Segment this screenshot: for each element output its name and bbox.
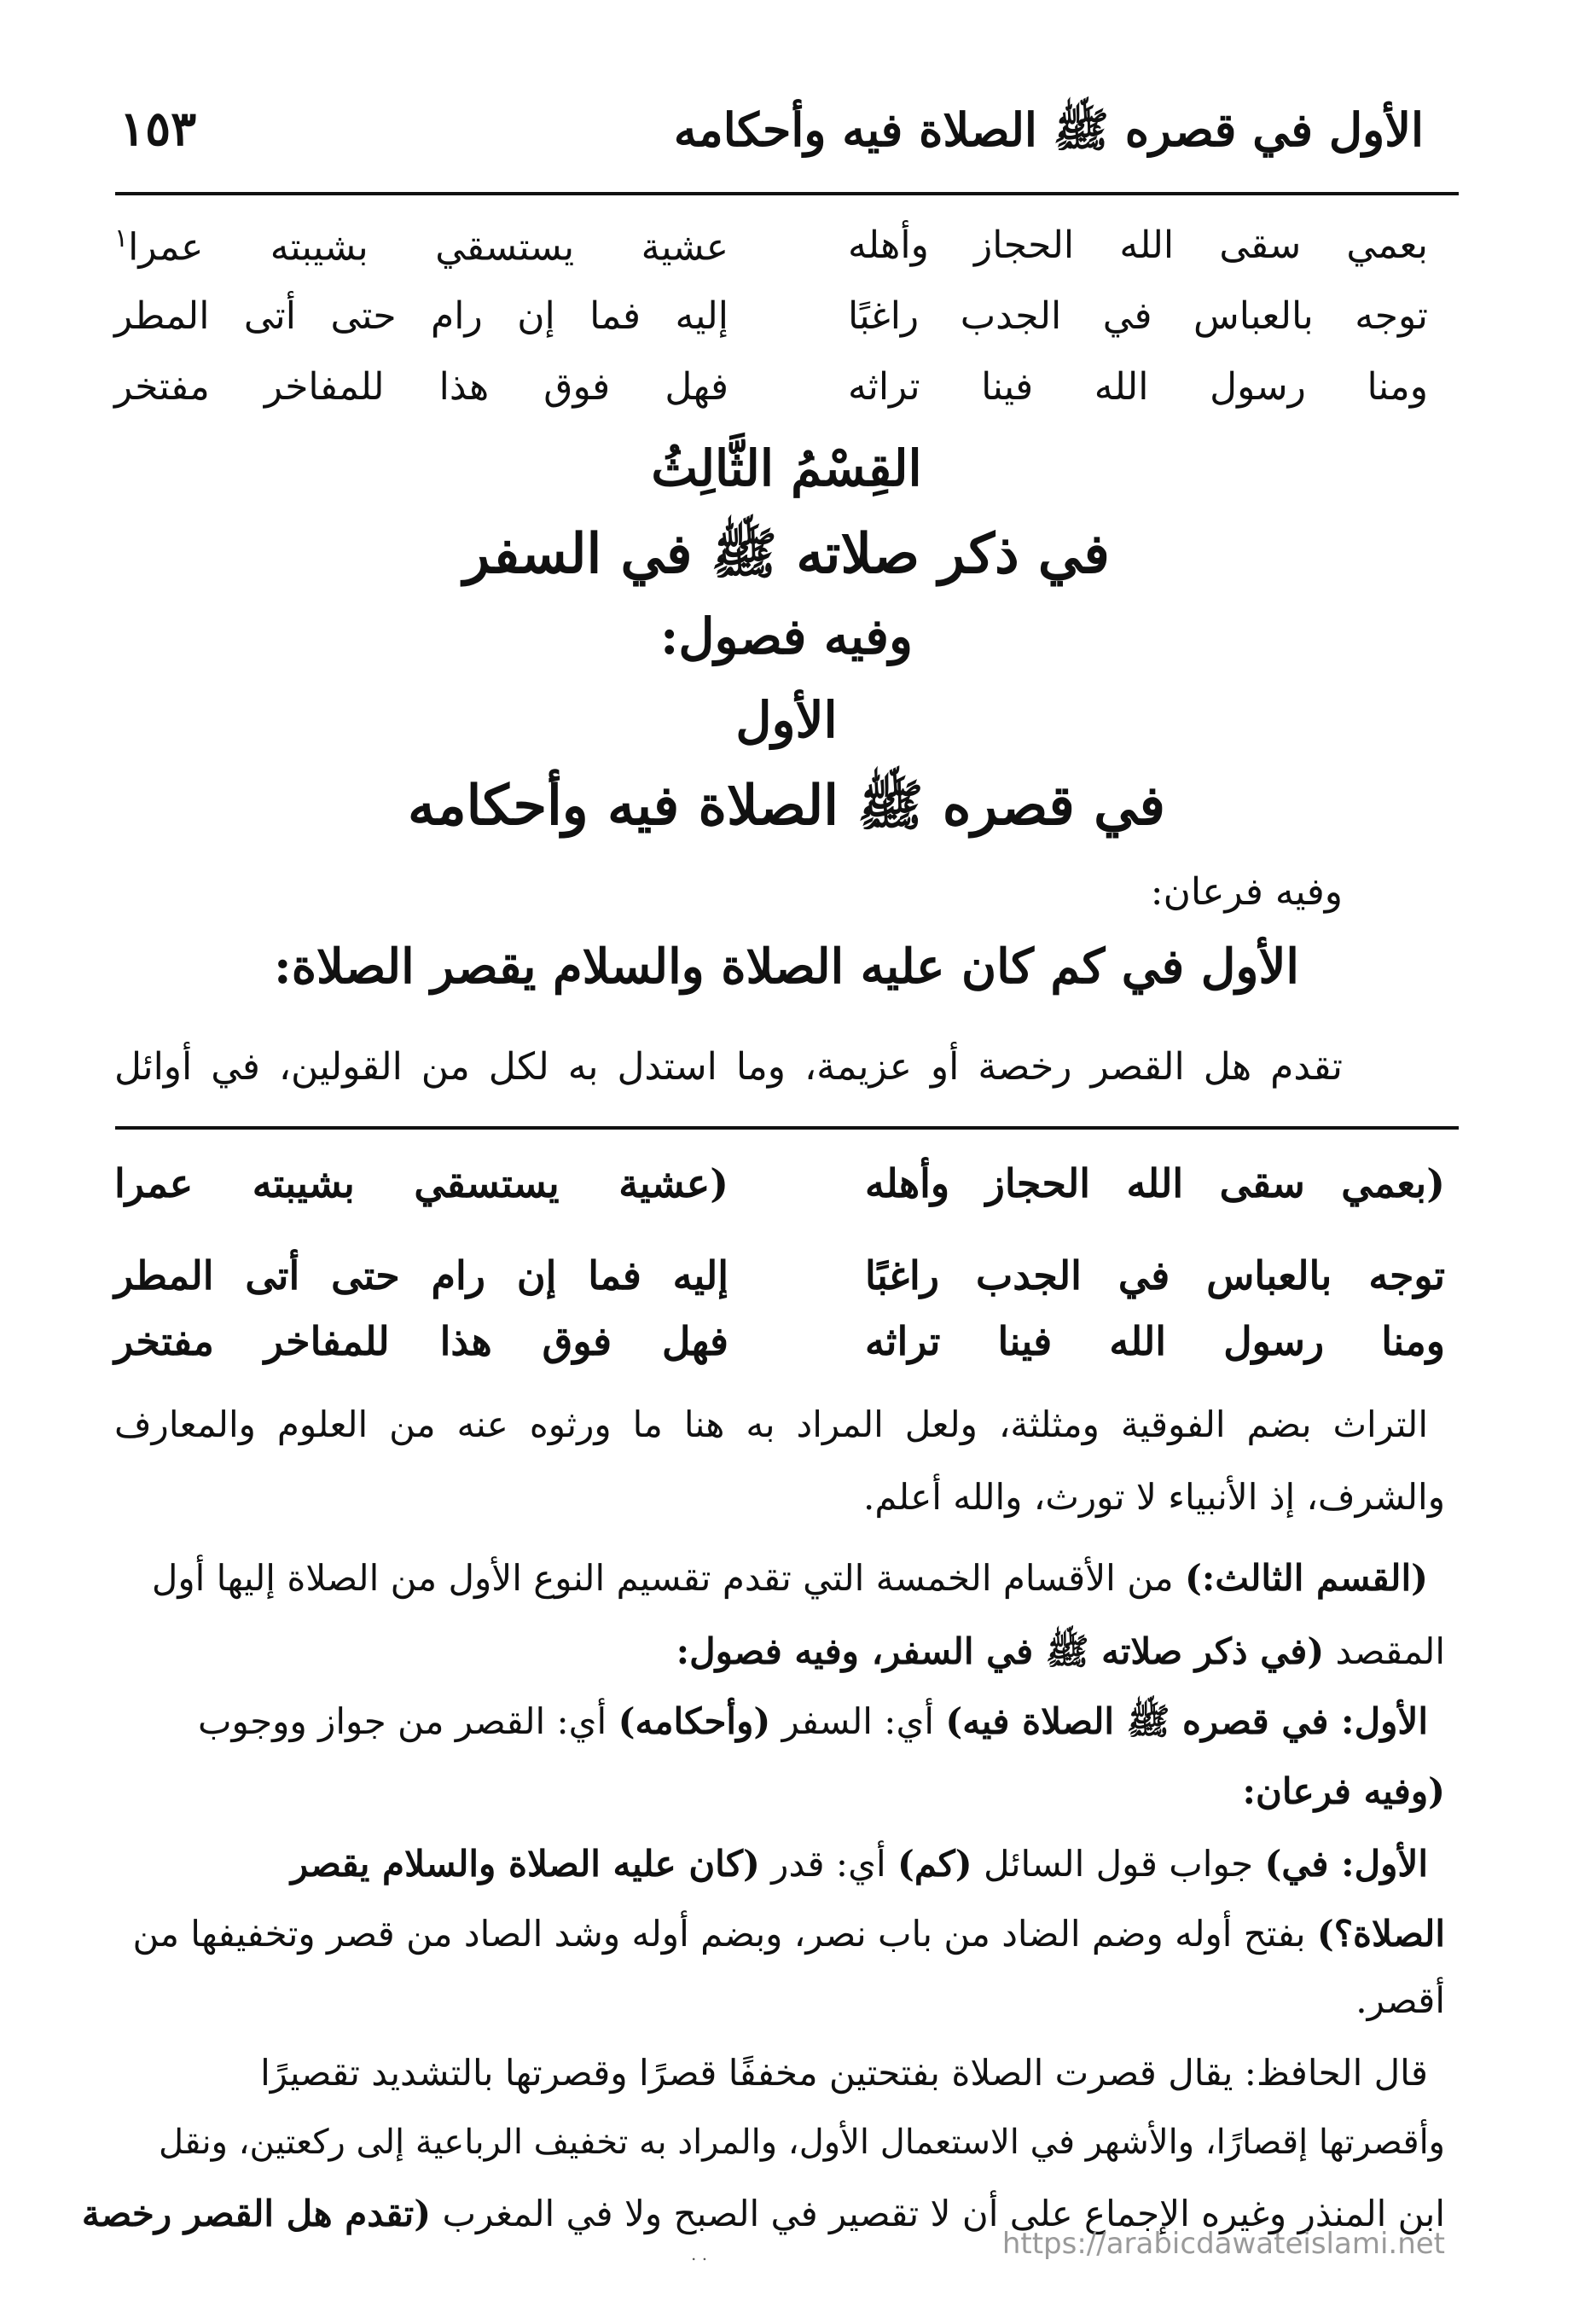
verse-hemistich-left: إليه فما إن رام حتى أتى المطر (114, 1252, 728, 1299)
page-number: ١٥٣ (119, 101, 197, 157)
sharh-verse (114, 1160, 1445, 1220)
sharh-para2-line2: المقصد (في ذكر صلاته ﷺ في السفر، وفيه فصول: (676, 1630, 1445, 1672)
verse-hemistich-right: ومنا رسول الله فينا تراثه (865, 1318, 1445, 1364)
verse-hemistich-left: فهل فوق هذا للمفاخر مفتخر (114, 1318, 728, 1364)
sharh-para4-line1: الأول: في) جواب قول السائل (كم) أي: قدر (كان عليه الصلاة والسلام يقصر (290, 1843, 1428, 1885)
sharh-para4-line2: الصلاة؟) بفتح أوله وضم الضاد من باب نصر، وبضم أوله وشد الصاد من قصر وتخفيفها من (132, 1913, 1445, 1955)
verse-hemistich-left: فهل فوق هذا للمفاخر مفتخر (114, 365, 728, 409)
matn-verse (114, 294, 1428, 354)
sharh-para1-line2: والشرف، إذ الأنبياء لا تورث، والله أعلم. (863, 1476, 1445, 1518)
branch-title: الأول في كم كان عليه الصلاة والسلام يقصر الصلاة: (274, 938, 1299, 995)
footnote-marker: ١ (114, 224, 129, 253)
verse-hemistich-right: توجه بالعباس في الجدب راغبًا (865, 1252, 1445, 1299)
chapter-title: في قصره ﷺ الصلاة فيه وأحكامه (408, 774, 1165, 838)
sharh-para1-line1: التراث بضم الفوقية ومثلثة، ولعل المراد به هنا ما ورثوه عنه من العلوم والمعارف (114, 1403, 1428, 1445)
sharh-para3-line1: الأول: في قصره ﷺ الصلاة فيه) أي: السفر (وأحكامه) أي: القصر من جواز ووجوب (197, 1700, 1428, 1742)
sharh-para2-line1: (القسم الثالث:) من الأقسام الخمسة التي تقدم تقسيم النوع الأول من الصلاة إليها أول (151, 1557, 1428, 1599)
sharh-para5-line3: ابن المنذر وغيره الإجماع على أن لا تقصير في الصبح ولا في المغرب (تقدم هل القصر رخصة (81, 2193, 1445, 2234)
section-label: القِسْمُ الثَّالِثُ (651, 439, 922, 497)
sharh-verse (114, 1318, 1445, 1378)
sharh-para3-line2: (وفيه فرعان: (1242, 1770, 1445, 1812)
section-title: في ذكر صلاته ﷺ في السفر (463, 522, 1110, 586)
watermark-url: https://arabicdawateislami.net (1001, 2227, 1445, 2261)
sharh-para5-line1: قال الحافظ: يقال قصرت الصلاة بفتحتين مخففًا قصرًا وقصرتها بالتشديد تقصيرًا (260, 2052, 1428, 2094)
section-subtitle: وفيه فصول: (659, 607, 914, 665)
footer-marks: . . (691, 2244, 708, 2264)
header-rule (115, 192, 1459, 195)
matn-verse (114, 224, 1428, 283)
matn-sharh-separator (115, 1126, 1459, 1130)
running-title: الأول في قصره ﷺ الصلاة فيه وأحكامه (673, 102, 1424, 157)
sharh-para4-line3: أقصر. (1355, 1979, 1445, 2021)
verse-hemistich-right: بعمي سقى الله الحجاز وأهله (848, 224, 1428, 267)
verse-hemistich-left: إليه فما إن رام حتى أتى المطر (114, 294, 728, 338)
sharh-verse (114, 1252, 1445, 1312)
matn-text-line: تقدم هل القصر رخصة أو عزيمة، وما استدل به لكل من القولين، في أوائل (114, 1045, 1343, 1089)
chapter-label: الأول (735, 691, 838, 749)
verse-hemistich-right: (بعمي سقى الله الحجاز وأهله (865, 1160, 1445, 1206)
matn-verse (114, 365, 1428, 425)
branches-intro: وفيه فرعان: (1150, 870, 1343, 914)
verse-hemistich-right: توجه بالعباس في الجدب راغبًا (848, 294, 1428, 338)
verse-hemistich-left: عشية يستسقي بشيبته عمرا$^١$ (114, 224, 728, 270)
sharh-para5-line2: وأقصرتها إقصارًا، والأشهر في الاستعمال الأول، والمراد به تخفيف الرباعية إلى ركعتين، ونقل (158, 2123, 1445, 2162)
verse-hemistich-right: ومنا رسول الله فينا تراثه (848, 365, 1428, 409)
verse-hemistich-left: (عشية يستسقي بشيبته عمرا (114, 1160, 728, 1206)
